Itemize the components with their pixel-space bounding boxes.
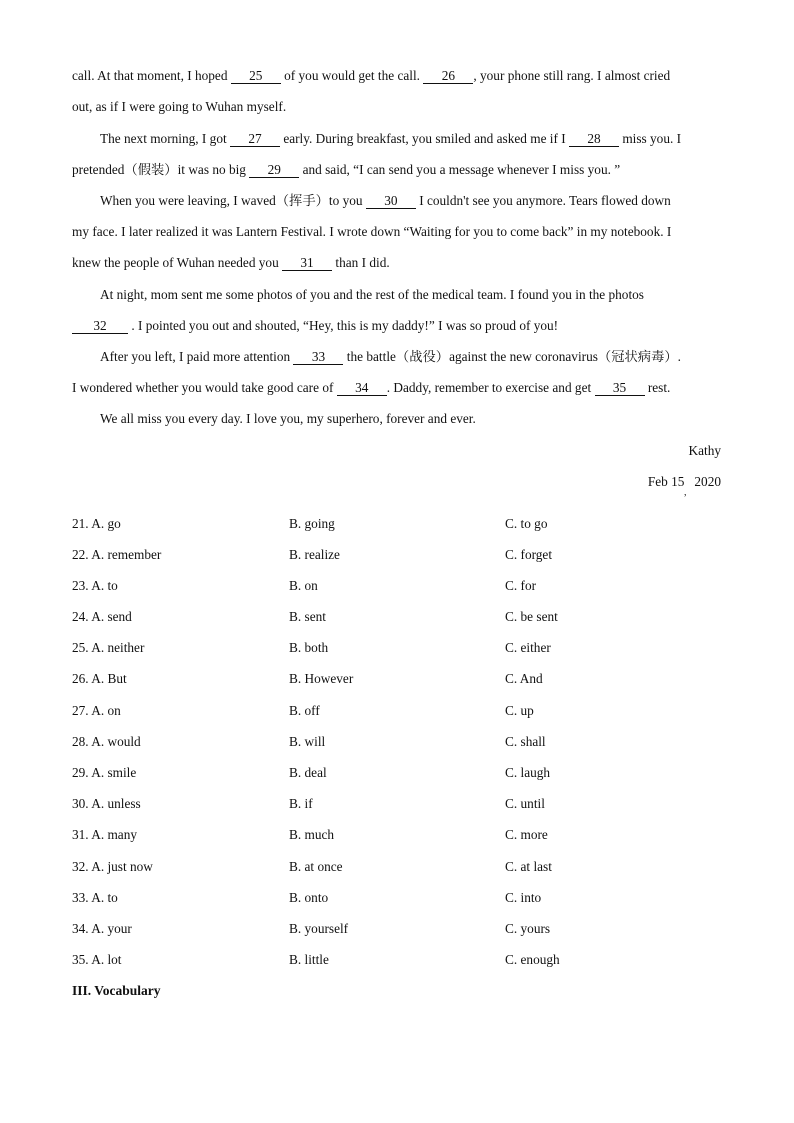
option-row <box>72 858 732 876</box>
option-row <box>72 764 732 782</box>
blank-26: 26 <box>423 69 473 84</box>
option-a: 31. A. many <box>72 827 138 842</box>
passage-line <box>72 254 722 272</box>
option-b: B. going <box>289 516 335 531</box>
passage-text: , your phone still rang. I almost cried <box>473 68 671 83</box>
letter-date: Feb 15 2020 <box>647 474 721 489</box>
option-b: B. onto <box>289 890 329 905</box>
option-b: B. much <box>289 827 335 842</box>
passage-text: At night, mom sent me some photos of you and the rest of the medical team. I found you in the photos <box>100 287 644 302</box>
passage-text: the battle（战役）against the new coronavirus（冠状病毒）. <box>343 349 682 364</box>
option-c: C. into <box>505 890 542 905</box>
blank-35: 35 <box>595 381 645 396</box>
passage-text: knew the people of Wuhan needed you <box>72 255 283 270</box>
option-a: 23. A. to <box>72 578 118 593</box>
passage-text: than I did. <box>332 255 390 270</box>
option-a: 33. A. to <box>72 890 118 905</box>
option-b: B. if <box>289 796 313 811</box>
option-b: B. However <box>289 671 354 686</box>
blank-34: 34 <box>337 381 387 396</box>
option-c: C. up <box>505 703 534 718</box>
option-a: 22. A. remember <box>72 547 162 562</box>
option-b: B. sent <box>289 609 326 624</box>
option-a: 34. A. your <box>72 921 132 936</box>
passage-line <box>100 192 722 210</box>
passage-line <box>72 67 722 85</box>
option-row <box>72 733 732 751</box>
option-c: C. for <box>505 578 537 593</box>
blank-29: 29 <box>249 163 299 178</box>
passage-text: early. During breakfast, you smiled and asked me if I <box>280 131 569 146</box>
passage-text: We all miss you every day. I love you, my superhero, forever and ever. <box>100 411 476 426</box>
passage-line <box>72 223 722 241</box>
blank-28: 28 <box>569 132 619 147</box>
option-b: B. deal <box>289 765 327 780</box>
option-a: 35. A. lot <box>72 952 122 967</box>
passage-line <box>72 379 722 397</box>
passage-text: I wondered whether you would take good care of <box>72 380 337 395</box>
option-a: 29. A. smile <box>72 765 137 780</box>
option-c: C. be sent <box>505 609 558 624</box>
passage-text: of you would get the call. <box>280 68 424 83</box>
passage-line <box>100 348 722 366</box>
passage-text: out, as if I were going to Wuhan myself. <box>72 99 287 114</box>
option-c: C. at last <box>505 859 552 874</box>
blank-25: 25 <box>231 69 281 84</box>
option-c: C. more <box>505 827 548 842</box>
option-row <box>72 577 732 595</box>
passage-text: I couldn't see you anymore. Tears flowed down <box>415 193 671 208</box>
option-row <box>72 546 732 564</box>
passage-text: . Daddy, remember to exercise and get <box>386 380 595 395</box>
section-heading: III. Vocabulary <box>72 983 161 998</box>
blank-27: 27 <box>230 132 280 147</box>
passage-text: The next morning, I got <box>100 131 230 146</box>
option-c: C. to go <box>505 516 548 531</box>
option-a: 25. A. neither <box>72 640 145 655</box>
option-b: B. little <box>289 952 329 967</box>
passage-line <box>100 130 722 148</box>
option-c: C. forget <box>505 547 553 562</box>
passage-text: and said, “I can send you a message whenever I miss you. ” <box>299 162 621 177</box>
option-c: C. until <box>505 796 545 811</box>
blank-31: 31 <box>282 256 332 271</box>
option-a: 30. A. unless <box>72 796 141 811</box>
option-row <box>72 608 732 626</box>
passage-line <box>100 286 722 304</box>
passage-text: call. At that moment, I hoped <box>72 68 231 83</box>
passage-text: After you left, I paid more attention <box>100 349 294 364</box>
option-c: C. either <box>505 640 551 655</box>
passage-line <box>72 317 722 335</box>
blank-32: 32 <box>72 319 128 334</box>
option-row <box>72 702 732 720</box>
passage-text: miss you. I <box>619 131 682 146</box>
option-row <box>72 920 732 938</box>
option-row <box>72 639 732 657</box>
option-row <box>72 670 732 688</box>
passage-text: pretended（假装）it was no big <box>72 162 250 177</box>
option-row <box>72 826 732 844</box>
option-a: 27. A. on <box>72 703 121 718</box>
option-b: B. yourself <box>289 921 349 936</box>
option-row <box>72 515 732 533</box>
blank-30: 30 <box>366 194 416 209</box>
passage-text: . I pointed you out and shouted, “Hey, this is my daddy!” I was so proud of you! <box>128 318 559 333</box>
option-a: 24. A. send <box>72 609 132 624</box>
passage-text: rest. <box>644 380 671 395</box>
option-c: C. And <box>505 671 543 686</box>
option-a: 21. A. go <box>72 516 121 531</box>
date-mark: , <box>684 487 687 498</box>
option-b: B. both <box>289 640 329 655</box>
passage-line <box>72 98 722 116</box>
option-c: C. yours <box>505 921 551 936</box>
signature: Kathy <box>688 443 721 458</box>
passage-line <box>100 410 722 428</box>
option-b: B. off <box>289 703 320 718</box>
passage-text: my face. I later realized it was Lantern Festival. I wrote down “Waiting for you to come back” in my notebook. I <box>72 224 672 239</box>
option-b: B. on <box>289 578 318 593</box>
option-c: C. enough <box>505 952 560 967</box>
option-row <box>72 889 732 907</box>
option-c: C. shall <box>505 734 546 749</box>
option-a: 32. A. just now <box>72 859 153 874</box>
option-row <box>72 951 732 969</box>
option-a: 26. A. But <box>72 671 127 686</box>
option-row <box>72 795 732 813</box>
option-b: B. at once <box>289 859 343 874</box>
option-a: 28. A. would <box>72 734 141 749</box>
option-b: B. will <box>289 734 326 749</box>
passage-text: When you were leaving, I waved（挥手）to you <box>100 193 366 208</box>
option-b: B. realize <box>289 547 340 562</box>
option-c: C. laugh <box>505 765 551 780</box>
passage-line <box>72 161 722 179</box>
blank-33: 33 <box>293 350 343 365</box>
